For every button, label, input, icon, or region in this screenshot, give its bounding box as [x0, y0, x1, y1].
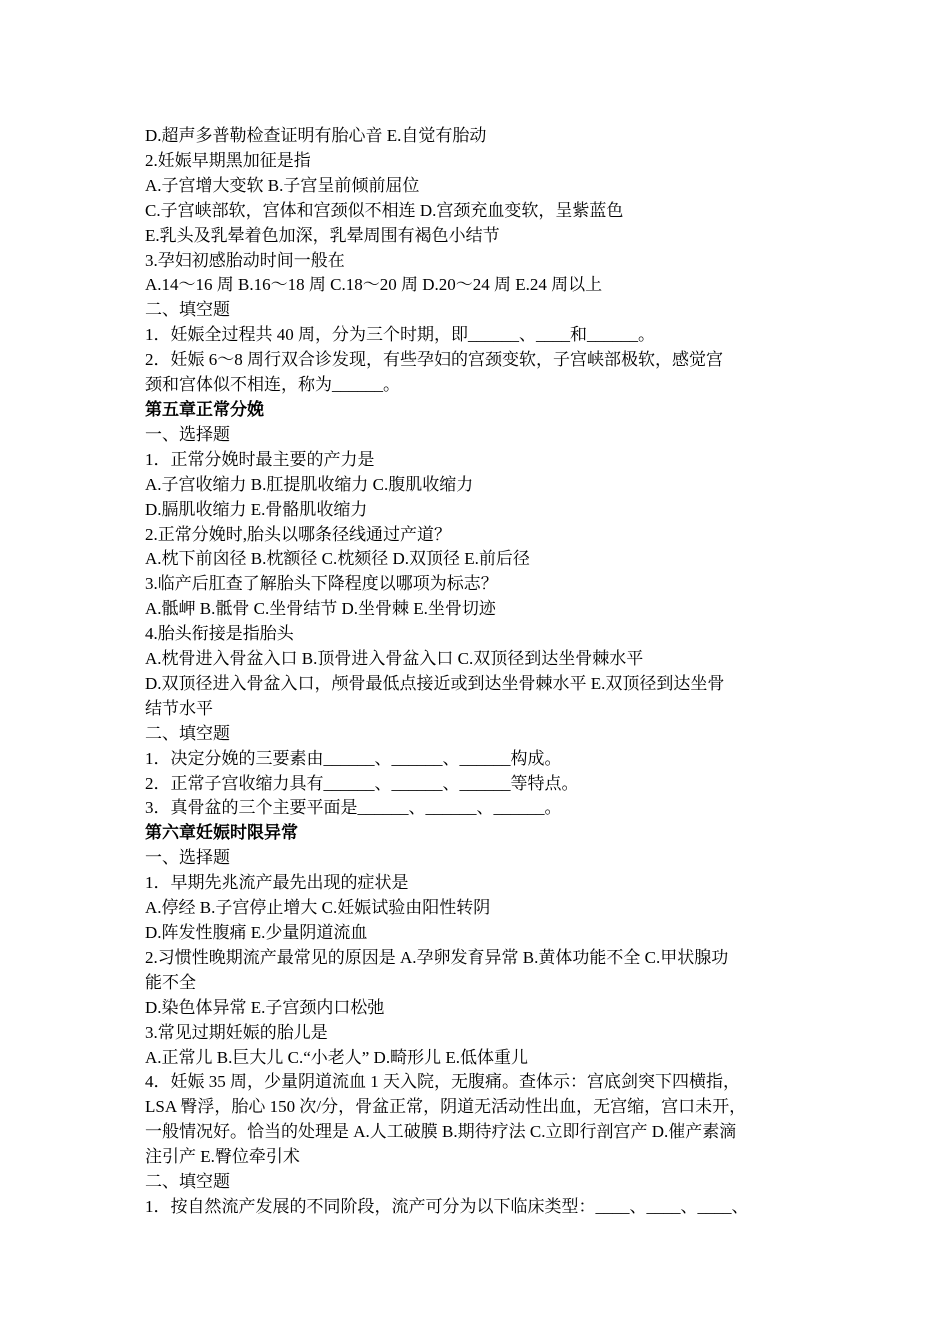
text-line: E.乳头及乳晕着色加深，乳晕周围有褐色小结节	[145, 225, 500, 245]
text-line: A.正常儿 B.巨大儿 C.“小老人” D.畸形儿 E.低体重儿	[145, 1047, 528, 1067]
text-line: 结节水平	[145, 698, 213, 718]
text-line: LSA 臀浮，胎心 150 次/分，骨盆正常，阴道无活动性出血，无宫缩，宫口未开，	[145, 1097, 747, 1117]
text-line: 注引产 E.臀位牵引术	[145, 1147, 300, 1167]
text-line: 一、选择题	[145, 424, 230, 444]
text-line: 1．按自然流产发展的不同阶段，流产可分为以下临床类型：____、____、____、	[145, 1196, 749, 1216]
text-line: 3．真骨盆的三个主要平面是______、______、______。	[145, 798, 562, 818]
text-line: 1．妊娠全过程共 40 周，分为三个时期，即______、____和______。	[145, 325, 655, 345]
text-line: 颈和宫体似不相连，称为______。	[145, 375, 400, 395]
text-line: A.子宫增大变软 B.子宫呈前倾前屈位	[145, 175, 420, 195]
text-line: C.子宫峡部软，宫体和宫颈似不相连 D.宫颈充血变软，呈紫蓝色	[145, 200, 624, 220]
text-line: 1．早期先兆流产最先出现的症状是	[145, 873, 409, 893]
text-line: A.14～16 周 B.16～18 周 C.18～20 周 D.20～24 周 E.24 周以上	[145, 275, 603, 295]
text-line: 1．决定分娩的三要素由______、______、______构成。	[145, 748, 562, 768]
document-page	[145, 124, 815, 1220]
text-line: 4．妊娠 35 周，少量阴道流血 1 天入院，无腹痛。查体示：宫底剑突下四横指，	[145, 1072, 740, 1092]
text-line: 一、选择题	[145, 848, 230, 868]
text-line: 2.正常分娩时,胎头以哪条径线通过产道？	[145, 524, 451, 544]
text-line: 4.胎头衔接是指胎头	[145, 624, 294, 644]
chapter-heading: 第六章妊娠时限异常	[145, 823, 298, 843]
text-line: 二、填空题	[145, 1172, 230, 1192]
text-line: A.停经 B.子宫停止增大 C.妊娠试验由阳性转阴	[145, 898, 491, 918]
text-line: 二、填空题	[145, 300, 230, 320]
text-line: D.阵发性腹痛 E.少量阴道流血	[145, 923, 368, 942]
text-line: 2.习惯性晚期流产最常见的原因是 A.孕卵发育异常 B.黄体功能不全 C.甲状腺功	[145, 947, 729, 967]
text-line: 3.临产后肛查了解胎头下降程度以哪项为标志？	[145, 574, 498, 594]
text-line: D.双顶径进入骨盆入口，颅骨最低点接近或到达坐骨棘水平 E.双顶径到达坐骨	[145, 673, 725, 693]
text-line: 能不全	[145, 972, 196, 992]
text-line: 2．妊娠 6～8 周行双合诊发现，有些孕妇的宫颈变软，子宫峡部极软，感觉宫	[145, 350, 723, 370]
text-line: A.子宫收缩力 B.肛提肌收缩力 C.腹肌收缩力	[145, 474, 474, 494]
text-line: 3.常见过期妊娠的胎儿是	[145, 1022, 328, 1042]
text-line: A.骶岬 B.骶骨 C.坐骨结节 D.坐骨棘 E.坐骨切迹	[145, 599, 496, 619]
text-line: A.枕下前囟径 B.枕额径 C.枕颏径 D.双顶径 E.前后径	[145, 549, 530, 569]
text-line: 2.妊娠早期黑加征是指	[145, 150, 311, 170]
chapter-heading: 第五章正常分娩	[145, 399, 264, 419]
text-line: 一般情况好。恰当的处理是 A.人工破膜 B.期待疗法 C.立即行剖宫产 D.催产素滴	[145, 1122, 737, 1142]
text-line: 3.孕妇初感胎动时间一般在	[145, 250, 345, 270]
text-line: D.膈肌收缩力 E.骨骼肌收缩力	[145, 499, 368, 519]
text-line: 2．正常子宫收缩力具有______、______、______等特点。	[145, 773, 579, 793]
text-line: 1．正常分娩时最主要的产力是	[145, 449, 375, 469]
text-line: D.超声多普勒检查证明有胎心音 E.自觉有胎动	[145, 126, 487, 145]
text-line: A.枕骨进入骨盆入口 B.顶骨进入骨盆入口 C.双顶径到达坐骨棘水平	[145, 649, 644, 669]
text-line: 二、填空题	[145, 723, 230, 743]
text-line: D.染色体异常 E.子宫颈内口松弛	[145, 997, 385, 1017]
